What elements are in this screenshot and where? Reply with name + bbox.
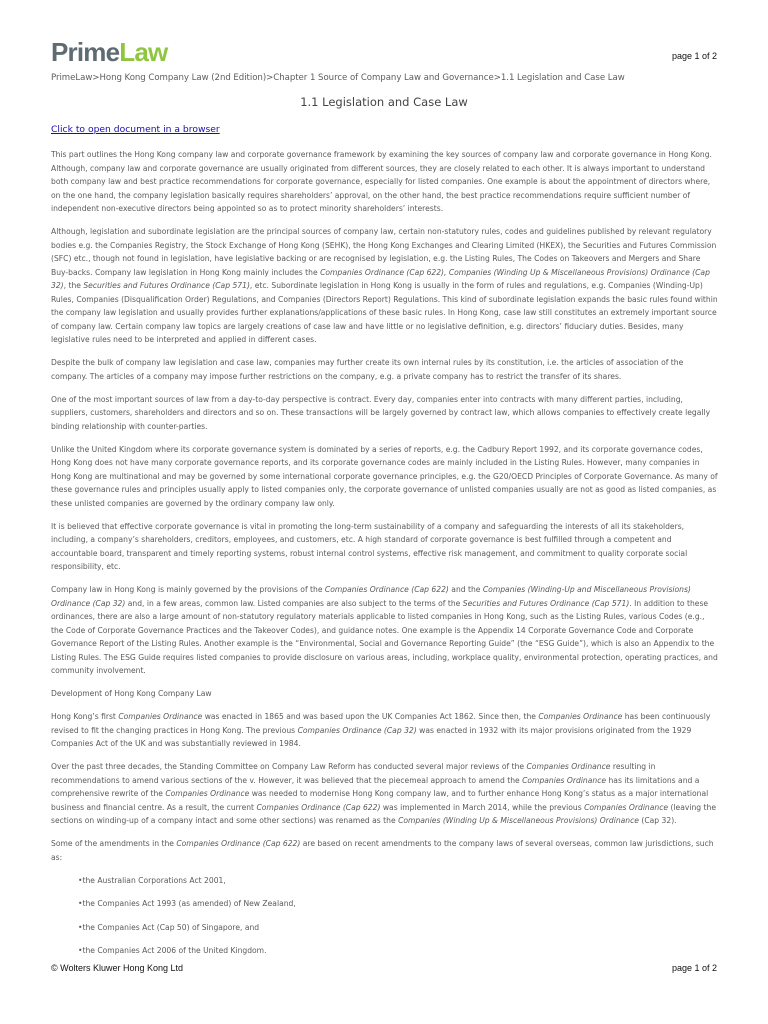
paragraph-text: and the	[448, 585, 483, 594]
jurisdiction-list	[51, 874, 719, 958]
paragraph-text: was enacted in 1865 and was based upon the UK Companies Act 1862. Since then, the	[202, 712, 539, 721]
body-paragraph	[51, 393, 719, 434]
document-body	[51, 148, 719, 968]
breadcrumb: PrimeLaw>Hong Kong Company Law (2nd Edition)>Chapter 1 Source of Company Law and Governance>1.1 Legislation and Case Law	[51, 73, 625, 83]
body-paragraph	[51, 443, 719, 511]
open-in-browser-link[interactable]: Click to open document in a browser	[51, 124, 220, 135]
primelaw-logo	[51, 38, 167, 66]
paragraph-text: has been continuously revised to fit the changing practices in Hong Kong. The previous	[51, 712, 711, 735]
paragraph-text: Company law in Hong Kong is mainly governed by the provisions of the	[51, 585, 325, 594]
italic-citation: Companies Ordinance	[165, 789, 250, 798]
paragraph-text: It is believed that effective corporate governance is vital in promoting the long-term sustainability of a company and safeguarding the interests of all its stakeholders, including, a company’s shareholders, creditors, employees, and customers, etc. A high standard of corporate governance is best fulfilled through a competent and accountable board, transparent and timely reporting systems, robust internal control systems, effective risk management, and commitment to quality corporate social responsibility, etc.	[51, 521, 688, 571]
body-paragraph	[51, 356, 719, 383]
paragraph-text: was implemented in March 2014, while the previous	[380, 802, 585, 812]
paragraph-text: . In addition to these ordinances, there are also a large amount of non-statutory regulatory materials applicable to listed companies in Hong Kong, such as the Listing Rules, various Codes (e.g., the Code of Corporate Governance Practices and the Takeover Codes), and guidance notes. One example is the Appendix 14 Corporate Governance Code and Corporate Governance Report of the Listing Rules. Another example is the “Environmental, Social and Governance Reporting Guide” (the “ESG Guide”), which is also an Appendix to the Listing Rules. The ESG Guide requires listed companies to provide disclosure on various areas, including, workplace quality, environmental protection, operating practices, and community involvement.	[51, 598, 718, 675]
italic-citation: Companies Ordinance (Cap 622)	[176, 839, 301, 848]
paragraph-text: Some of the amendments in the	[51, 839, 177, 848]
body-paragraph	[51, 837, 719, 864]
paragraph-text: and, in a few areas, common law. Listed companies are also subject to the terms of the	[125, 598, 463, 608]
body-paragraph	[51, 225, 719, 347]
page-number-top: page 1 of 2	[671, 51, 717, 61]
paragraph-text: , etc. Subordinate legislation in Hong Kong is usually in the form of rules and regulations, e.g. Companies (Winding-Up) Rules, Companies (Disqualification Order) Regulations, and Companies (Directors Report) Regulations. This kind of subordinate legislation expands the basic rules found within the company law legislation and usually provides further explanations/applications of these basic rules. In Hong Kong, case law still constitutes an extremely important source of company law. Certain company law topics are largely creations of case law and have little or no legislative definition, e.g. directors’ fiduciary duties. Besides, many legislative rules need to be interpreted and applied in different cases.	[51, 281, 718, 344]
paragraph-text: This part outlines the Hong Kong company law and corporate governance framework by examining the key sources of company law and corporate governance in Hong Kong. Although, company law and corporate governance are usually originated from different sources, they are closely related to each other. It is always important to understand both company law and best practice recommendations for corporate governance, especially for listed companies. One example is about the appointment of directors where, on the one hand, the company legislation basically requires shareholders’ approval, on the other hand, the best practice recommendations require sufficient number of independent non-executive directors being appointed so as to protect minority shareholders’ interests.	[51, 150, 712, 213]
paragraph-text: resulting in recommendations to amend various sections of the v. However, it was believed that the piecemeal approach to amend the	[51, 762, 656, 785]
page-footer	[51, 963, 717, 977]
paragraph-text: , the	[63, 281, 84, 290]
paragraph-text: was enacted in 1932 with its major provisions originated from the 1929 Companies Act of the UK and was substantially reviewed in 1984.	[51, 725, 692, 748]
paragraph-text: are based on recent amendments to the company laws of several overseas, common law jurisdictions, such as:	[51, 839, 714, 862]
list-item: • the Companies Act 1993 (as amended) of New Zealand,	[78, 897, 719, 910]
list-item: • the Companies Act (Cap 50) of Singapore, and	[78, 921, 719, 934]
paragraph-text: was needed to modernise Hong Kong company law, and to further enhance Hong Kong’s status as a major international business and financial centre. As a result, the current	[51, 789, 709, 812]
italic-citation: Companies Ordinance (Cap 32)	[297, 725, 417, 735]
copyright-text: © Wolters Kluwer Hong Kong Ltd	[51, 963, 184, 973]
body-paragraph	[51, 148, 719, 216]
italic-citation: Companies Ordinance	[538, 712, 623, 721]
paragraph-text: Development of Hong Kong Company Law	[51, 689, 212, 698]
page-number-bottom: page 1 of 2	[671, 963, 717, 973]
italic-citation: Companies Ordinance (Cap 622)	[324, 585, 449, 594]
paragraph-text: One of the most important sources of law from a day-to-day perspective is contract. Every day, companies enter into contracts with many different parties, including, suppliers, customers, shareholders and directors and so on. These transactions will be largely governed by contract law, which allows companies to effectively create legally binding relationship with counter-parties.	[51, 394, 711, 431]
body-paragraph	[51, 710, 719, 751]
italic-citation: Securities and Futures Ordinance (Cap 571)	[83, 281, 250, 290]
body-paragraph	[51, 760, 719, 828]
paragraph-text: (Cap 32).	[638, 816, 677, 825]
list-item: • the Australian Corporations Act 2001,	[78, 874, 719, 887]
logo-law-text: Law	[119, 37, 168, 67]
italic-citation: Companies Ordinance	[118, 712, 203, 721]
paragraph-text: Despite the bulk of company law legislation and case law, companies may further create its own internal rules by its constitution, i.e. the articles of association of the company. The articles of a company may impose further restrictions on the company, e.g. a private company has to restrict the transfer of its shares.	[51, 358, 684, 381]
paragraph-text: (leaving the sections on winding-up of a company intact and some other sections) was renamed as the	[51, 802, 716, 825]
paragraph-text: Although, legislation and subordinate legislation are the principal sources of company law, certain non-statutory rules, codes and guidelines published by relevant regulatory bodies e.g. the Companies Registry, the Stock Exchange of Hong Kong (SEHK), the Hong Kong Exchanges and Clearing Limited (HKEX), the Securities and Futures Commission (SFC) etc., though not found in legislation, have legislative backing or are recognised by legislation, e.g. the Listing Rules, The Codes on Takeovers and Mergers and Share Buy-backs. Company law legislation in Hong Kong mainly includes the	[51, 227, 717, 277]
italic-citation: Companies Ordinance (Cap 622)	[256, 802, 381, 812]
paragraph-text: Unlike the United Kingdom where its corporate governance system is dominated by a series of reports, e.g. the Cadbury Report 1992, and its corporate governance codes, Hong Kong does not have many corporate governance reports, and its corporate governance codes are mainly included in the Listing Rules. However, many companies in Hong Kong are multinational and may be governed by some international corporate governance principles, e.g. the G20/OECD Principles of Corporate Governance. As many of these governance rules and principles usually apply to listed companies only, the corporate governance of unlisted companies usually are not as good as listed companies, as these unlisted companies are governed by the ordinary company law only.	[51, 444, 718, 508]
logo-prime-text: Prime	[51, 37, 120, 67]
paragraph-text: Over the past three decades, the Standing Committee on Company Law Reform has conducted several major reviews of the	[51, 762, 527, 771]
italic-citation: Companies (Winding-Up and Miscellaneous Provisions) Ordinance (Cap 32)	[51, 585, 691, 608]
italic-citation: Companies Ordinance (Cap 622), Companies (Winding Up & Miscellaneous Provisions) Ordinance (Cap 32)	[51, 267, 710, 290]
paragraph-text: has its limitations and a comprehensive rewrite of the	[51, 775, 700, 798]
italic-citation: Companies Ordinance	[526, 762, 611, 771]
italic-citation: Companies (Winding Up & Miscellaneous Provisions) Ordinance	[398, 816, 639, 825]
document-title: 1.1 Legislation and Case Law	[300, 95, 468, 109]
body-paragraph	[51, 687, 719, 701]
body-paragraph	[51, 583, 719, 678]
body-paragraph	[51, 520, 719, 574]
paragraph-list	[51, 148, 719, 864]
list-item: • the Companies Act 2006 of the United Kingdom.	[78, 944, 719, 957]
italic-citation: Securities and Futures Ordinance (Cap 571)	[462, 598, 630, 608]
italic-citation: Companies Ordinance	[584, 802, 669, 812]
page-header	[51, 38, 717, 68]
italic-citation: Companies Ordinance	[522, 775, 607, 785]
paragraph-text: Hong Kong’s first	[51, 712, 119, 721]
